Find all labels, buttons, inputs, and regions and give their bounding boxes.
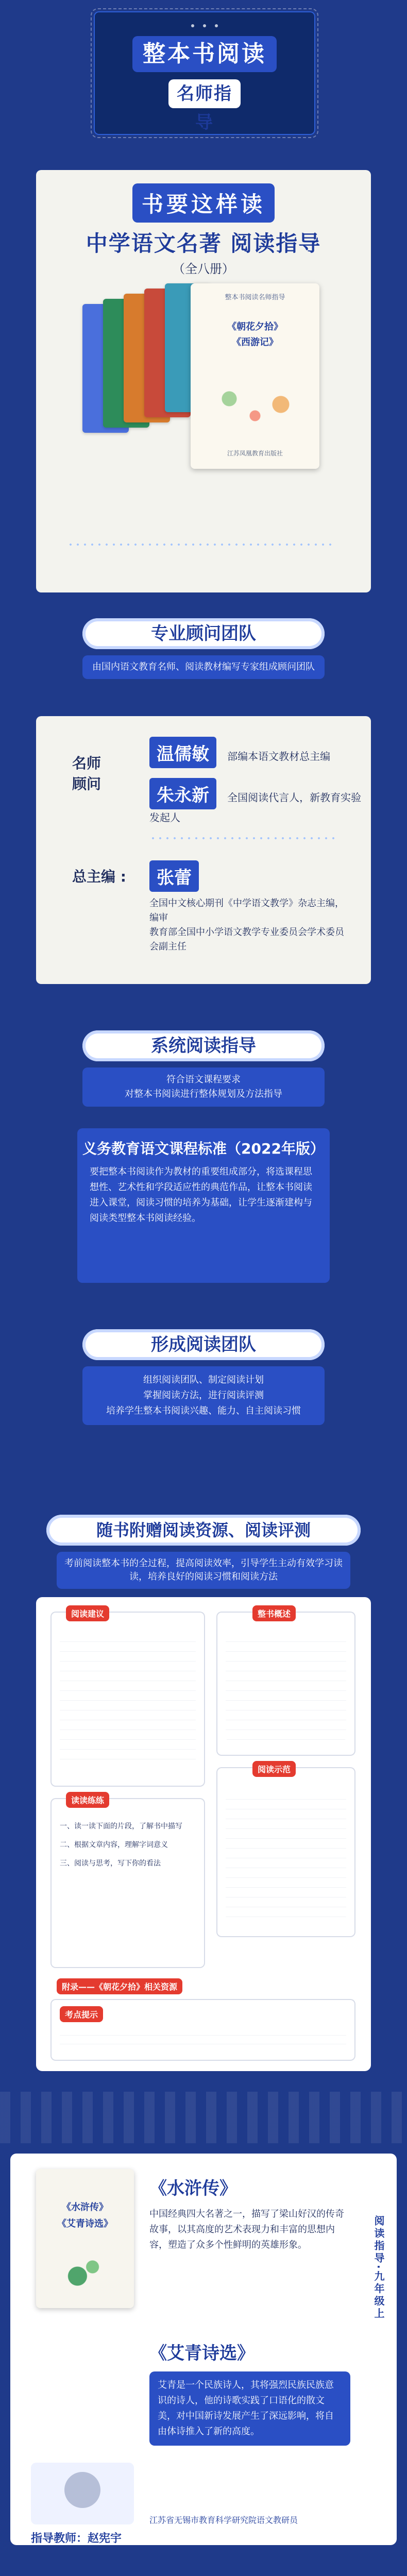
overview-lines [226,1632,346,1740]
resources-card [36,1597,371,2071]
practice-items [60,1821,196,1869]
advisor-1-name: 温儒敏 [149,737,216,768]
overview-tag: 整书概述 [252,1605,296,1621]
system-section [0,1020,407,1309]
book-cover-title-2: 《西游记》 [232,337,278,348]
standard-chip: 义务教育语文课程标准（2022年版） [82,1140,325,1157]
resources-section [0,1504,407,2102]
test-tag: 考点提示 [60,2006,103,2022]
advisors-label: 名师 顾问 [72,755,101,792]
team-section [0,608,407,1030]
reading-advice-tag: 阅读建议 [66,1605,109,1621]
book-cover-publisher: 江苏凤凰教育出版社 [227,450,283,457]
book-detail-section [0,2092,407,2576]
intro-title: 书要这样读 [132,183,275,223]
reading-advice-panel [50,1609,205,1787]
cover-water-margin [36,2169,134,2308]
editor-label: 总主编 : [72,868,126,885]
teacher-label: 指导教师：赵宪宇 [31,2532,122,2545]
intro-title-wrap [36,183,371,223]
book-detail-card [10,2154,397,2545]
advisor-2-desc: 全国阅读代言人，新教育实验发起人 [149,791,362,824]
form-desc: 组织阅读团队、制定阅读计划 掌握阅读方法，进行阅读评测 培养学生整本书阅读兴趣、能力、自主阅读习惯 [82,1366,325,1425]
system-desc-2: 对整本书阅读进行整体规划及方法指导 [125,1089,282,1099]
practice-item: 二、根据文章内容，理解字词意义 [60,1841,168,1849]
form-section [0,1319,407,1494]
book1-title: 《水浒传》 [149,2178,237,2199]
practice-tag: 读读练练 [66,1792,109,1808]
resources-desc: 考前阅读整本书的全过程，提高阅读效率，引导学生主动有效学习读读，培养良好的阅读习惯和阅读方法 [57,1552,350,1589]
book-front-cover [191,283,319,469]
detail-top-pattern [0,2092,407,2143]
header-badge-line1: 整本书阅读 [132,36,277,72]
standard-desc: 要把整本书阅读作为教材的重要组成部分，将选课程思想性、艺术性和学段适应性的典范作品，让整本书阅读进入课堂，阅读习惯的培养为基础，让学生逐渐建构与阅读类型整本书阅读经验。 [90,1166,312,1224]
intro-subtitle: 中学语文名著 阅读指导 [86,231,321,256]
book-cover-illustration [191,376,319,433]
overview-panel [216,1609,355,1756]
reading-demo-tag: 阅读示范 [252,1761,296,1777]
cover-water-margin-title: 《水浒传》 [62,2202,108,2213]
intro-card [36,170,371,592]
appendix-lines [60,2027,346,2053]
book1-info [149,2174,350,2253]
publisher-note: 江苏省无锡市教育科学研究院语文教研员 [149,2515,298,2525]
reading-demo-lines [226,1790,346,1919]
editor-desc: 全国中文核心期刊《中学语文教学》杂志主编，编审 教育部全国中小学语文教学专业委员会学术委员会副主任 [149,898,344,952]
team-card [36,716,371,984]
teacher-photo [31,2463,134,2524]
book-stack [82,283,325,500]
intro-decoration-dots [67,541,335,548]
practice-item: 一、读一读下面的片段，了解书中描写 [60,1822,182,1831]
system-title: 系统阅读指导 [82,1030,325,1061]
cover-aiqing-title: 《艾青诗选》 [57,2218,113,2229]
advisor-2 [149,778,371,824]
team-divider-dots [149,835,335,842]
header-badge-line2: 名师指导 [168,79,241,108]
header-board [94,11,315,135]
header-section [0,0,407,170]
book1-desc: 中国经典四大名著之一，描写了梁山好汉的传奇故事，以其高度的艺术表现力和丰富的思想内容，塑造了众多个性鲜明的英雄形象。 [149,2209,344,2250]
advisor-1-desc: 部编本语文教材总主编 [227,750,331,762]
system-desc-1: 符合语文课程要求 [166,1074,241,1085]
appendix-panel [50,1999,355,2061]
team-desc: 由国内语文教育名师、阅读教材编写专家组成顾问团队 [82,655,325,679]
editor-name: 张蕾 [149,860,199,892]
practice-item: 三、阅读与思考，写下你的看法 [60,1859,161,1868]
detail-top-band [0,2092,407,2143]
book2-desc: 艾青是一个民族诗人，其将强烈民族民族意识的诗人，他的诗歌实践了口语化的散文美，对中国新诗发展产生了深远影响，将自由体诗推入了新的高度。 [149,2371,350,2446]
intro-section [0,170,407,613]
side-title: 阅读指导·九年级上 [372,2215,385,2320]
reading-demo-panel [216,1767,355,1937]
book2-info [149,2339,350,2446]
form-title: 形成阅读团队 [82,1329,325,1360]
cover-illustration [47,2248,123,2295]
appendix-tag: 附录——《朝花夕拾》相关资源 [57,1978,182,1994]
resources-title: 随书附赠阅读资源、阅读评测 [46,1515,361,1546]
book-cover-series: 整本书阅读名师指导 [225,294,285,301]
advisor-2-name: 朱永新 [149,778,216,809]
teacher-avatar [64,2472,100,2508]
reading-advice-lines [60,1632,196,1766]
book-cover-title: 《朝花夕拾》 [227,321,283,332]
intro-volumes: （全八册） [173,262,234,276]
header-dots [94,20,315,29]
system-card [77,1128,330,1283]
team-title: 专业顾问团队 [82,618,325,649]
book2-title: 《艾青诗选》 [149,2343,255,2364]
system-desc-box [82,1067,325,1107]
practice-panel [50,1795,205,1968]
advisor-1 [149,737,330,768]
editor [149,860,199,892]
